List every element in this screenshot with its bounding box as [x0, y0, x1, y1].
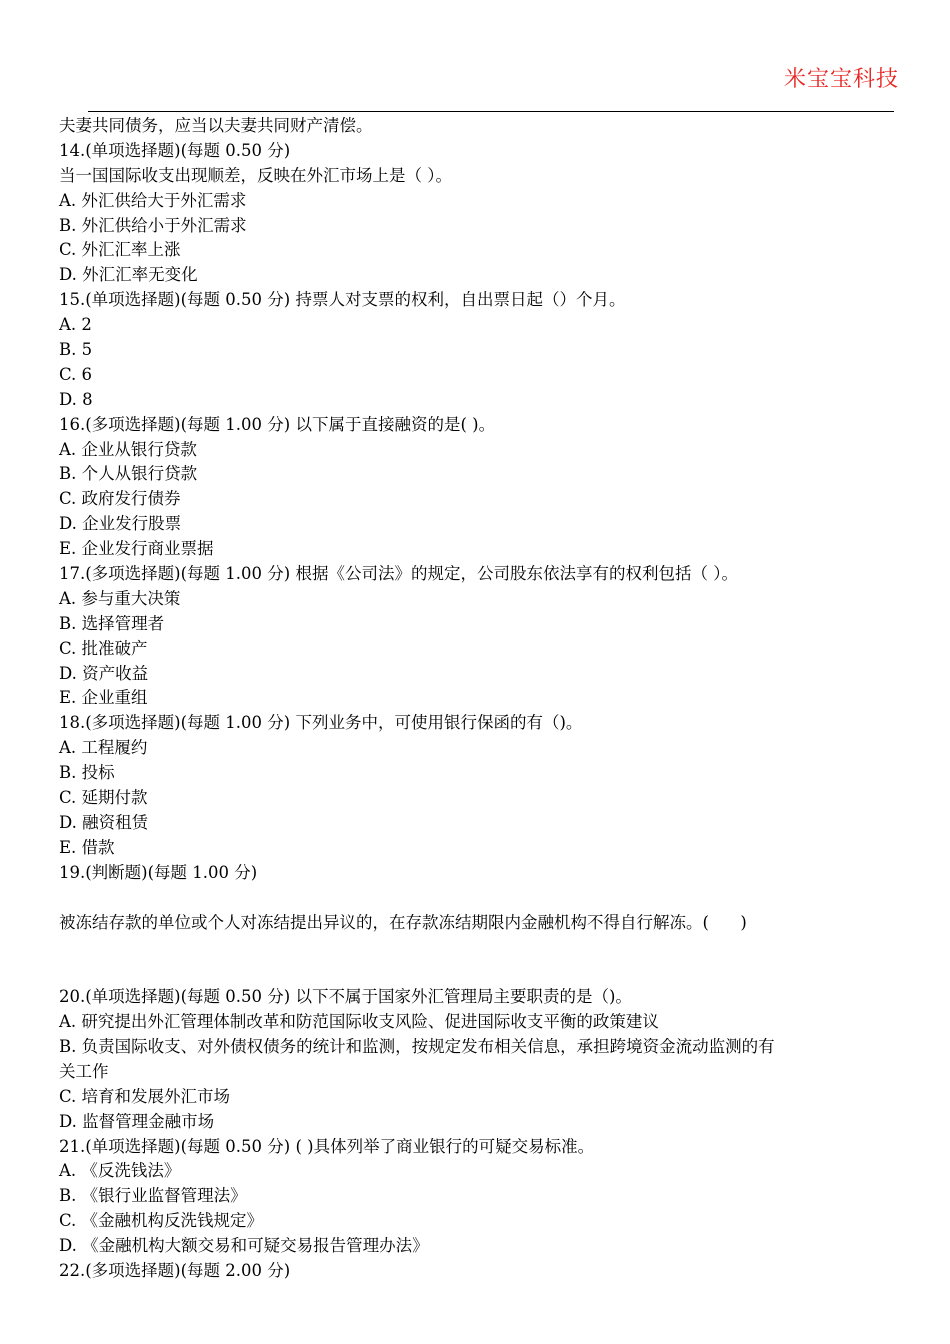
question-21-option-b: B. 《银行业监督管理法》 [59, 1186, 247, 1206]
question-14-option-b: B. 外汇供给小于外汇需求 [59, 215, 247, 235]
question-20-option-d: D. 监督管理金融市场 [59, 1111, 215, 1131]
question-19-header: 19.(判断题)(每题 1.00 分) [59, 862, 258, 882]
spacer [59, 935, 899, 985]
spacer [59, 886, 899, 911]
question-14-option-a: A. 外汇供给大于外汇需求 [59, 190, 247, 210]
question-18-option-c: C. 延期付款 [59, 788, 148, 808]
question-17-option-b: B. 选择管理者 [59, 613, 165, 633]
question-21-header: 21.(单项选择题)(每题 0.50 分) ( )具体列举了商业银行的可疑交易标准。 [59, 1136, 595, 1156]
question-18-header: 18.(多项选择题)(每题 1.00 分) 下列业务中，可使用银行保函的有（)。 [59, 713, 583, 733]
continuation-text: 夫妻共同债务，应当以夫妻共同财产清偿。 [59, 116, 373, 135]
question-20-option-b: B. 负责国际收支、对外债权债务的统计和监测，按规定发布相关信息，承担跨境资金流动监测的有 [59, 1036, 775, 1056]
question-21-option-a: A. 《反洗钱法》 [59, 1161, 181, 1181]
document-body [59, 114, 899, 1284]
question-17-option-c: C. 批准破产 [59, 638, 148, 658]
question-20-option-c: C. 培育和发展外汇市场 [59, 1086, 231, 1106]
question-17-option-d: D. 资产收益 [59, 663, 149, 683]
question-16-header: 16.(多项选择题)(每题 1.00 分) 以下属于直接融资的是( )。 [59, 414, 496, 434]
question-21-option-c: C. 《金融机构反洗钱规定》 [59, 1211, 264, 1231]
question-14-header: 14.(单项选择题)(每题 0.50 分) [59, 140, 291, 160]
question-16-option-b: B. 个人从银行贷款 [59, 464, 198, 484]
question-14-option-c: C. 外汇汇率上涨 [59, 240, 181, 260]
question-20-option-a: A. 研究提出外汇管理体制改革和防范国际收支风险、促进国际收支平衡的政策建议 [59, 1012, 659, 1032]
question-18-option-b: B. 投标 [59, 763, 115, 783]
question-17-option-a: A. 参与重大决策 [59, 588, 181, 608]
question-15-option-c: C. 6 [59, 364, 93, 384]
header-divider [88, 111, 894, 112]
question-20-option-b-continued: 关工作 [59, 1061, 109, 1081]
question-14-stem: 当一国国际收支出现顺差，反映在外汇市场上是（ ）。 [59, 165, 452, 185]
question-16-option-a: A. 企业从银行贷款 [59, 439, 197, 459]
question-15-option-b: B. 5 [59, 340, 93, 360]
brand-logo-text: 米宝宝科技 [783, 67, 899, 92]
question-18-option-d: D. 融资租赁 [59, 812, 149, 832]
question-20-header: 20.(单项选择题)(每题 0.50 分) 以下不属于国家外汇管理局主要职责的是（)。 [59, 987, 632, 1007]
question-17-option-e: E. 企业重组 [59, 688, 148, 708]
question-18-option-a: A. 工程履约 [59, 738, 148, 758]
question-15-header: 15.(单项选择题)(每题 0.50 分) 持票人对支票的权利，自出票日起（）个月。 [59, 290, 626, 310]
question-15-option-d: D. 8 [59, 389, 93, 409]
question-22-header: 22.(多项选择题)(每题 2.00 分) [59, 1260, 291, 1280]
question-16-option-d: D. 企业发行股票 [59, 514, 182, 534]
question-16-option-e: E. 企业发行商业票据 [59, 539, 214, 559]
question-14-option-d: D. 外汇汇率无变化 [59, 265, 198, 285]
question-19-stem: 被冻结存款的单位或个人对冻结提出异议的，在存款冻结期限内金融机构不得自行解冻。( ) [59, 912, 747, 932]
question-18-option-e: E. 借款 [59, 837, 115, 857]
question-17-header: 17.(多项选择题)(每题 1.00 分) 根据《公司法》的规定，公司股东依法享有的权利包括（ ）。 [59, 564, 738, 584]
question-21-option-d: D. 《金融机构大额交易和可疑交易报告管理办法》 [59, 1236, 429, 1256]
question-16-option-c: C. 政府发行债券 [59, 489, 181, 509]
question-15-option-a: A. 2 [59, 315, 92, 335]
